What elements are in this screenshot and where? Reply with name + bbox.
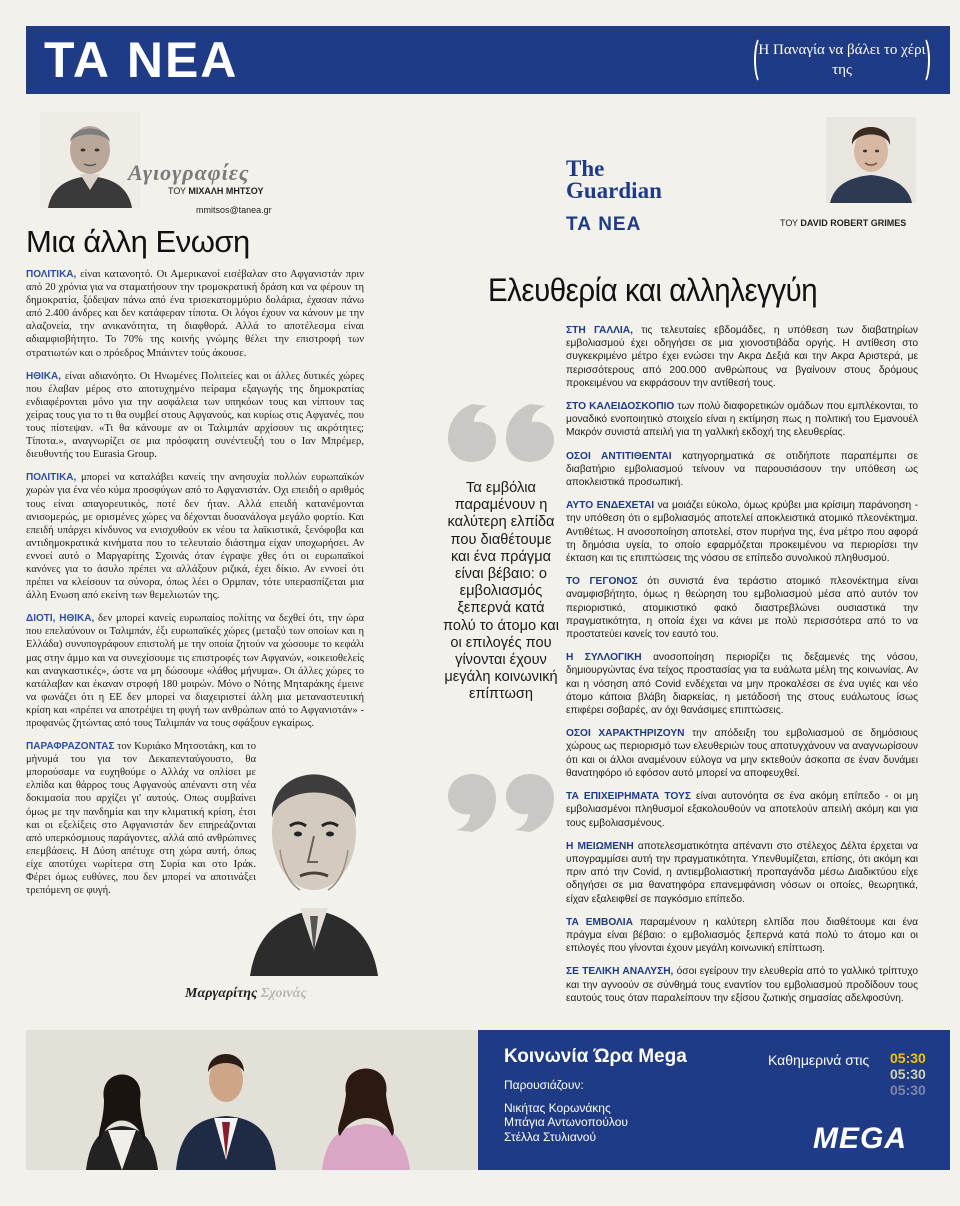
show-time: 05:30: [890, 1050, 926, 1066]
right-paragraph: [566, 965, 918, 1005]
schedule-label: Καθημερινά στις: [768, 1052, 870, 1068]
right-paragraph: [566, 575, 918, 641]
right-paragraph: [566, 651, 918, 717]
byline-name: DAVID ROBERT GRIMES: [800, 218, 907, 228]
pull-quote: Τα εμβόλια παραμένουν η καλύτερη ελπίδα που διαθέτουμε και ένα πράγμα είναι βέβαιο: ο εμβολιασμός ξεπερνά κατά πολύ το άτομο και οι επιλογές που γίνονται έχουν μεγάλη κοινωνική επίπτωση: [443, 480, 559, 703]
paragraph-text: τον Κυριάκο Μητσοτάκη, και το μήνυμά του για τον Δεκαπενταύγουστο, θα μπορούσαμε να ευχηθούμε ο Αλλάχ να οπλίσει με ελπίδα και θάρρος τους Αφγανούς απέναντι στη νέα δοκιμασία που αρχίζει γι' αυτούς. Οπως συμβαίνει όμως με την πανδημία και την κλιματική κρίση, έτσι και οι εξελίξεις στο Αφγανιστάν δεν επηρεάζονται από υπερκόσμιους παράγοντες, αλλά από ανθρώπινες επεμβάσεις. Η Δύση απέτυχε στη χώρα αυτή, όπως είχε αποτύχει νωρίτερα στη Συρία και στο Ιράκ. Φέρει όμως ευθύνες, που δεν μπορεί να αποτινάξει τρεπόμενη σε φυγή.: [26, 741, 256, 897]
right-article-body: [566, 324, 918, 1015]
left-paragraph: [26, 370, 364, 462]
right-paragraph: [566, 450, 918, 490]
right-paragraph: [566, 499, 918, 565]
presenter-name: Στέλλα Στυλιανού: [504, 1129, 597, 1144]
paragraph-text: μπορεί να καταλάβει κανείς την ανησυχία πολλών ευρωπαϊκών χωρών για ένα νέο κύμα προσφύγων από το Αφγανιστάν. Οχι επειδή ο αριθμός τους είναι απαγορευτικός, ποτέ δεν ήταν. Αλλά επειδή κατανέμονται ανισομερώς, με ορισμένες χώρες να δέχονται δυσανάλογα μεγάλο φορτίο. Και επειδή υπάρχει κίνδυνος να ενισχυθούν εκ νέου τα λαϊκιστικά, ξενόφοβα και αντιδημοκρατικά κινήματα που το τελευταίο διάστημα είχαν υποχωρήσει. Αν εννοεί αυτό ο Μαργαρίτης Σχοινάς όταν έγραψε χθες ότι οι ευρωπαϊκοί κανόνες για το άσυλο πρέπει να αλλάξουν ριζικά, έχει δίκιο. Αν εννοεί ότι πρέπει να κλείσουν τα σύνορα, όπως λέει ο Ορμπαν, τότε υπερασπίζεται μια άλλη Ενωση από εκείνη των θεμελιωτών της.: [26, 472, 364, 602]
paragraph-lead: ΤΑ ΕΠΙΧΕΙΡΗΜΑΤΑ ΤΟΥΣ: [566, 791, 691, 803]
close-quote-icon: [448, 774, 554, 832]
paragraph-text: να μοιάζει εύκολο, όμως κρύβει μια κρίσιμη παράνοηση - την υπόθεση ότι ο εμβολιασμός αποτελεί αποκλειστικά ατομικό πλεονέκτημα. Αντιθέτως. Η ανοσοποίηση αποτελεί, στον πυρήνα της, ένα μέτρο που αφορά τη δημόσια υγεία, το οποίο εφαρμόζεται προκειμένου να περιορίσει την έκταση και τις επιπτώσεις της νόσου σε επίπεδο συνολικού πληθυσμού.: [566, 500, 918, 565]
right-paragraph: [566, 324, 918, 390]
presenters-label: Παρουσιάζουν:: [504, 1078, 584, 1092]
paragraph-lead: ΣΤΟ ΚΑΛΕΙΔΟΣΚΟΠΙΟ: [566, 401, 675, 413]
paragraph-lead: ΤΑ ΕΜΒΟΛΙΑ: [566, 916, 633, 928]
show-title: Κοινωνία Ώρα Mega: [504, 1046, 687, 1067]
paragraph-text: δεν μπορεί κανείς ευρωπαίος πολίτης να δεχθεί ότι, την ώρα που επελαύνουν οι Ταλιμπάν, έξι ευρωπαϊκές χώρες (μεταξύ των οποίων και η Ελλάδα) συνυπογράφουν επιστολή με την οποία ζητούν να χώσουμε το κεφάλι μας στην άμμο και να συνεχίσουμε τις επιστροφές των Αφγανών, «οικειοθελείς και αναγκαστικές», ώστε να μη δώσουμε «λάθος μήνυμα». Οι άλλες χώρες το κατάλαβαν και έκαναν στροφή 180 μοιρών. Μόνο ο Νότης Μηταράκης έμεινε να φωνάζει ότι η ΕΕ δεν μπορεί να διαχειριστεί άλλη μια μεταναστευτική κρίση και «πρέπει να αποτρέψει τη φυγή των ανθρώπων από το Αφγανιστάν» - προφανώς ζητώντας από τους Ταλιμπάν να τους σφάξουν εγκαίρως.: [26, 613, 365, 729]
paragraph-text: τις τελευταίες εβδομάδες, η υπόθεση των διαβατηρίων εμβολιασμού έχει οδηγήσει σε μια χιονοστιβάδα οργής. Η αντίθεση στο συγκεκριμένο μέτρο έχει ενώσει την Ακρα Δεξιά και την Ακρα Αριστερά, με περισσότερους από 200.000 ανθρώπους να βγαίνουν στους δρόμους προκειμένου να εκφράσουν την αντίθεσή τους.: [566, 325, 918, 389]
presenters-list: [504, 1078, 628, 1144]
paragraph-text: των πολύ διαφορετικών ομάδων που εμπλέκονται, το μοναδικό ενοποιητικό στοιχείο είναι η εκτίμηση πως η πολιτική του Εμανουέλ Μακρόν συνιστά απειλή για τη γαλλική εκδοχή της ελευθερίας.: [566, 401, 918, 439]
column-byline: [168, 186, 264, 196]
open-quote-icon: [448, 404, 554, 462]
paragraph-lead: Η ΣΥΛΛΟΓΙΚΗ: [566, 652, 642, 664]
caption-name: Μαργαρίτης: [185, 986, 258, 1001]
paragraph-text: την απόδειξη του εμβολιασμού σε δημόσιους χώρους ως περιορισμό των ελευθεριών τους αποτυγχάνουν να αναγνωρίσουν ότι και οι άλλοι αναμένουν εύλογα να μην εκτεθούν άσκοπα σε έναν δυνάμει θανατηφόρο ιό εφόσον αυτό μπορεί να αποφευχθεί.: [566, 728, 918, 779]
paragraph-lead: Η ΜΕΙΩΜΕΝΗ: [566, 840, 634, 852]
paragraph-lead: ΠΟΛΙΤΙΚΑ,: [26, 269, 77, 280]
paragraph-text: είναι αυτονόητα σε ένα ακόμη επίπεδο - οι μη εμβολιασμένοι πληθυσμοί εξακολουθούν να αποτελούν απειλή ακόμη και για τους εμβολιασμένους.: [566, 791, 918, 829]
mega-tv-advertisement: [26, 1030, 950, 1170]
newspaper-logo: ΤΑ ΝΕΑ: [44, 32, 239, 88]
right-paragraph: [566, 400, 918, 440]
show-time-echo: 05:30: [890, 1082, 926, 1098]
caption-surname: Σχοινάς: [260, 986, 307, 1001]
guardian-tanea-label: ΤΑ ΝΕΑ: [566, 214, 642, 235]
masthead: [26, 26, 950, 94]
paragraph-lead: ΟΣΟΙ ΧΑΡΑΚΤΗΡΙΖΟΥΝ: [566, 728, 685, 740]
right-paragraph: [566, 727, 918, 780]
caricature-caption: [185, 986, 307, 1002]
paragraph-lead: ΑΥΤΟ ΕΝΔΕΧΕΤΑΙ: [566, 500, 655, 512]
paragraph-lead: ΠΑΡΑΦΡΑΖΟΝΤΑΣ: [26, 741, 115, 753]
author-photo-mitsos: [40, 112, 140, 208]
caricature-portrait: [244, 740, 384, 976]
presenters-photo: [26, 1030, 478, 1170]
column-title: Αγιογραφίες: [128, 160, 250, 185]
paragraph-lead: ΤΟ ΓΕΓΟΝΟΣ: [566, 576, 638, 588]
presenter-name: Νικήτας Κορωνάκης: [504, 1100, 611, 1115]
guardian-logo: [566, 158, 662, 202]
paragraph-text: είναι αδιανόητο. Οι Ηνωμένες Πολιτείες και οι άλλες δυτικές χώρες που έλαβαν μέρος στο αποτυχημένο πείραμα εξαγωγής της δημοκρατίας ενδιαφέρονται μόνο για την ασφάλεια των υπηκόων τους και νίπτουν τας χείρας τους για το τι θα συμβεί στους Αφγανούς, και κυρίως στις Αφγανές, που τους πίστεψαν. «Τι θα κάνουμε αν οι Ταλιμπάν αρχίσουν τις ακρότητες; Τίποτα.», αναγνωρίζει σε μια πρόσφατη συνέντευξή του ο Ιαν Μπρέμερ, διευθυντής του Eurasia Group.: [26, 370, 364, 461]
paragraph-text: ότι συνιστά ένα τεράστιο ατομικό πλεονέκτημα είναι αναμφισβήτητο, όμως η θεώρηση του εμβολιασμού μέσα από αυτόν τον περιοριστικό, ατομικιστικό φακό διαστρεβλώνει ουσιαστικά την πραγματικότητα, η οποία έχει να κάνει με πολύ περισσότερα από το να προστατεύει κανείς τον εαυτό του.: [566, 576, 918, 641]
guardian-logo-line2: Guardian: [566, 178, 662, 203]
masthead-tagline: Η Παναγία να βάλει το χέρι της: [754, 40, 930, 80]
left-paragraph: [26, 740, 256, 897]
presenter-name: Μπάγια Αντωνοπούλου: [504, 1115, 628, 1129]
paragraph-text: όσοι εγείρουν την ελευθερία από το γαλλικό τρίπτυχο και την αγνοούν σε σύνθημά τους εναντίον του εμβολιασμού προδίδουν τους εαυτούς τους όταν παραλείπουν την εξίσου ζωτικής σημασίας αδελφοσύνη.: [566, 966, 918, 1004]
paragraph-text: ανοσοποίηση περιορίζει τις δεξαμενές της νόσου, δημιουργώντας ένα τείχος προστασίας για τα ευάλωτα μέλη της κοινωνίας. Αν και η νόσηση από Covid ενδέχεται να μην προκαλέσει σε ένα υγιές και νέο άτομο κάποια βλάβη διαρκείας, η μετάδοσή της στους ευάλωτους ίσως επιφέρει σοβαρές, αν όχι θανάσιμες επιπτώσεις.: [566, 652, 919, 717]
right-article-headline: Ελευθερία και αλληλεγγύη: [488, 272, 818, 308]
paragraph-lead: ΟΣΟΙ ΑΝΤΙΤΙΘΕΝΤΑΙ: [566, 450, 672, 462]
mega-logo: [786, 1122, 934, 1154]
left-paragraph: [26, 268, 364, 360]
left-paragraph: [26, 471, 364, 602]
paragraph-lead: ΗΘΙΚΑ,: [26, 370, 61, 382]
mega-logo-text: MEGA: [813, 1122, 907, 1154]
right-paragraph: [566, 840, 918, 906]
paragraph-lead: ΣΕ ΤΕΛΙΚΗ ΑΝΑΛΥΣΗ,: [566, 966, 674, 978]
byline-prefix: ΤΟΥ: [780, 218, 798, 228]
author-email: mmitsos@tanea.gr: [196, 205, 272, 215]
guardian-byline: [780, 218, 906, 228]
paragraph-text: παραμένουν η καλύτερη ελπίδα που διαθέτουμε και ένα πράγμα είναι βέβαιο: ο εμβολιασμός ξεπερνά κατά πολύ το άτομο και οι επιλογές που γίνονται έχουν μεγάλη κοινωνική επίπτωση.: [566, 916, 918, 955]
paragraph-text: αποτελεσματικότητα απέναντι στο στέλεχος Δέλτα έρχεται να υπογραμμίσει αυτή την πραγματικότητα. Υπενθυμίζεται, επίσης, ότι ακόμη και πριν από την Covid, η αντιεμβολιαστική προπαγάνδα μέσω Διαδικτύου είχε οδηγήσει σε μια θανατηφόρα επανεμφάνιση νόσων οι οποίες, θεωρητικά, είχαν εξαλειφθεί σε παγκόσμιο επίπεδο.: [566, 840, 918, 905]
right-paragraph: [566, 790, 918, 830]
left-paragraph: [26, 612, 364, 730]
right-paragraph: [566, 916, 918, 956]
guardian-logo-line1: The: [566, 156, 605, 181]
paragraph-text: είναι κατανοητό. Οι Αμερικανοί εισέβαλαν στο Αφγανιστάν πριν από 20 χρόνια για να σταματήσουν την τρομοκρατική δράση και να φέρουν τη δημοκρατία, ξόδεψαν πάνω από ένα τρισεκατομμύριο δολάρια, έχασαν πάνω από 2.400 άνδρες και δεν κατάφεραν τίποτα. Οι λόγοι έχουν να κάνουν με την αλαζονεία, την ανικανότητα, τη διαφθορά. Αλλά το αποτέλεσμα είναι αδιαμφισβήτητο. Το 70% της κοινής γνώμης θέλει την επιστροφή των στρατιωτών και ο πρόεδρος Μπάιντεν τούς άκουσε.: [26, 269, 364, 359]
author-photo-grimes: [826, 117, 916, 203]
paragraph-lead: ΣΤΗ ΓΑΛΛΙΑ,: [566, 325, 633, 336]
show-time-echo: 05:30: [890, 1066, 926, 1082]
paragraph-text: κατηγορηματικά σε οτιδήποτε παραπέμπει σε διαβατήριο εμβολιασμού τείνουν να παρουσιάσουν την υπόθεση ως αποκλειστικά προσωπική.: [566, 450, 918, 489]
paragraph-lead: ΔΙΟΤΙ, ΗΘΙΚΑ,: [26, 613, 95, 625]
paragraph-lead: ΠΟΛΙΤΙΚΑ,: [26, 472, 77, 484]
byline-prefix: ΤΟΥ: [168, 186, 186, 196]
byline-name: ΜΙΧΑΛΗ ΜΗΤΣΟΥ: [188, 186, 264, 196]
left-article-headline: Μια άλλη Ενωση: [26, 224, 250, 259]
